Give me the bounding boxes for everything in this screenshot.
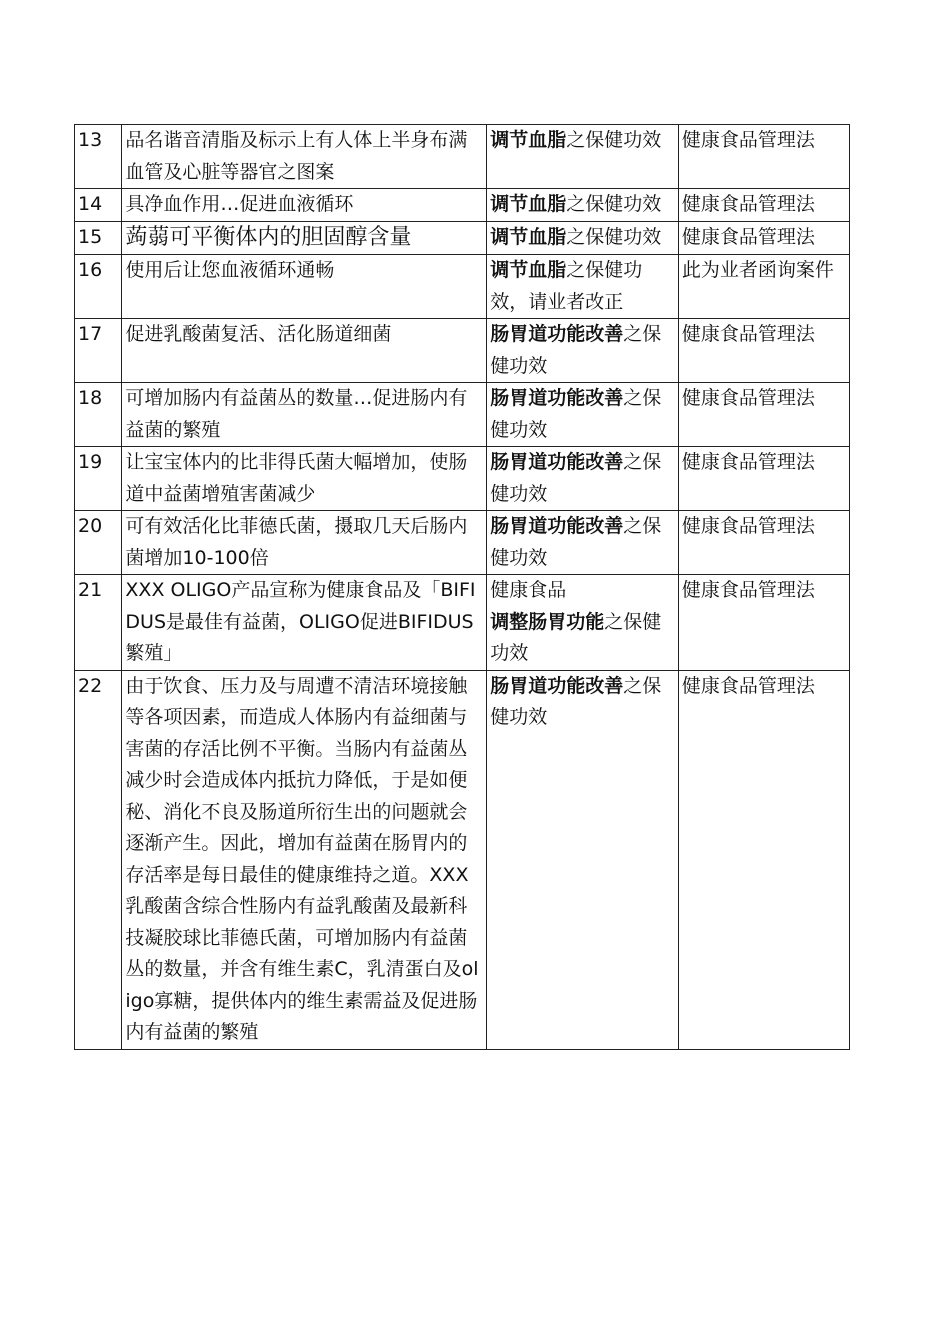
function-text: 之保健功效: [490, 610, 662, 664]
health-function: [487, 670, 679, 1049]
claim-text: 使用后让您血液循环通畅: [125, 259, 335, 281]
row-number-text: 21: [78, 579, 103, 601]
table-row: [75, 383, 850, 447]
law-text: 此为业者函询案件: [681, 259, 834, 281]
function-bold-text: 肠胃道功能改善: [490, 674, 624, 697]
health-function: [487, 575, 679, 671]
row-number-text: 18: [78, 387, 103, 409]
claim-description: [122, 670, 487, 1049]
function-bold-text: 调节血脂: [490, 129, 567, 151]
function-bold-text: 肠胃道功能改善: [490, 451, 624, 473]
health-function: [487, 189, 679, 222]
function-text: 之保健功效，请业者改正: [490, 259, 643, 313]
claim-description: [122, 221, 487, 255]
table-row: [75, 255, 850, 319]
claim-description: [122, 319, 487, 383]
row-number-text: 14: [78, 193, 103, 215]
function-text: 之保健功效: [566, 129, 662, 151]
health-function: [487, 319, 679, 383]
applicable-law: [678, 125, 849, 189]
row-number-text: 19: [78, 451, 103, 473]
table-row: [75, 319, 850, 383]
row-number-text: 20: [78, 515, 103, 537]
row-number-text: 13: [78, 129, 103, 151]
function-bold-text: 肠胃道功能改善: [490, 387, 624, 409]
row-number: [75, 511, 122, 575]
row-number-text: 22: [78, 674, 103, 697]
claim-text: 可有效活化比菲德氏菌，摄取几天后肠内菌增加10-100倍: [125, 515, 468, 569]
function-text: 之保健功效: [490, 387, 662, 441]
table-row: [75, 221, 850, 255]
row-number: [75, 670, 122, 1049]
table-row: [75, 511, 850, 575]
claim-description: [122, 575, 487, 671]
claim-description: [122, 511, 487, 575]
table-row: [75, 125, 850, 189]
row-number: [75, 447, 122, 511]
row-number: [75, 221, 122, 255]
function-bold-text: 调节血脂: [490, 259, 567, 281]
function-text: 之保健功效: [566, 193, 662, 215]
law-text: 健康食品管理法: [681, 515, 815, 537]
row-number: [75, 383, 122, 447]
claim-description: [122, 125, 487, 189]
applicable-law: [678, 189, 849, 222]
function-text: 之保健功效: [490, 323, 662, 377]
health-function: [487, 255, 679, 319]
law-text: 健康食品管理法: [681, 129, 815, 151]
health-function: [487, 125, 679, 189]
law-text: 健康食品管理法: [681, 451, 815, 473]
claim-text: 促进乳酸菌复活、活化肠道细菌: [125, 323, 392, 345]
applicable-law: [678, 447, 849, 511]
row-number: [75, 575, 122, 671]
claim-description: [122, 447, 487, 511]
applicable-law: [678, 221, 849, 255]
claim-text: 蒟蒻可平衡体内的胆固醇含量: [125, 224, 412, 250]
applicable-law: [678, 255, 849, 319]
row-number-text: 17: [78, 323, 103, 345]
row-number: [75, 319, 122, 383]
function-text: 之保健功效: [566, 225, 662, 248]
function-text: 之保健功效: [490, 674, 662, 728]
table-row: [75, 189, 850, 222]
claim-text: 让宝宝体内的比非得氏菌大幅增加，使肠道中益菌增殖害菌减少: [125, 451, 468, 505]
claim-text: 由于饮食、压力及与周遭不清洁环境接触等各项因素，而造成人体肠内有益细菌与害菌的存活比例不平衡。当肠内有益菌丛减少时会造成体内抵抗力降低，于是如便秘、消化不良及肠道所衍生出的问题就会逐渐产生。因此，增加有益菌在肠胃内的存活率是每日最佳的健康维持之道。XXX乳酸菌含综合性肠内有益乳酸菌及最新科技凝胶球比菲德氏菌，可增加肠内有益菌丛的数量，并含有维生素C，乳清蛋白及oligo寡糖，提供体内的维生素需益及促进肠内有益菌的繁殖: [125, 674, 479, 1043]
claim-text: 具净血作用…促进血液循环: [125, 193, 354, 215]
law-text: 健康食品管理法: [681, 387, 815, 409]
function-text: 之保健功效: [490, 515, 662, 569]
health-function: [487, 447, 679, 511]
function-prefix-text: 健康食品: [490, 579, 567, 601]
table-row: [75, 447, 850, 511]
row-number: [75, 189, 122, 222]
function-bold-text: 肠胃道功能改善: [490, 515, 624, 537]
function-text: 之保健功效: [490, 451, 662, 505]
health-function: [487, 383, 679, 447]
row-number: [75, 125, 122, 189]
law-text: 健康食品管理法: [681, 225, 815, 248]
law-text: 健康食品管理法: [681, 323, 815, 345]
table-row: [75, 575, 850, 671]
function-bold-text: 调节血脂: [490, 193, 567, 215]
function-bold-text: 调节血脂: [490, 225, 567, 248]
row-number: [75, 255, 122, 319]
regulation-table: [74, 124, 850, 1050]
law-text: 健康食品管理法: [681, 674, 815, 697]
claim-text: 品名谐音清脂及标示上有人体上半身布满血管及心脏等器官之图案: [125, 129, 468, 183]
law-text: 健康食品管理法: [681, 579, 815, 601]
claim-description: [122, 255, 487, 319]
row-number-text: 16: [78, 259, 103, 281]
law-text: 健康食品管理法: [681, 193, 815, 215]
claim-text: XXX OLIGO产品宣称为健康食品及「BIFIDUS是最佳有益菌，OLIGO促进BIFIDUS繁殖」: [125, 579, 476, 664]
row-number-text: 15: [78, 225, 103, 248]
table-row: [75, 670, 850, 1049]
claim-description: [122, 383, 487, 447]
applicable-law: [678, 670, 849, 1049]
applicable-law: [678, 319, 849, 383]
health-function: [487, 511, 679, 575]
function-bold-text: 调整肠胃功能: [490, 610, 605, 633]
applicable-law: [678, 383, 849, 447]
applicable-law: [678, 575, 849, 671]
health-function: [487, 221, 679, 255]
function-bold-text: 肠胃道功能改善: [490, 323, 624, 345]
claim-text: 可增加肠内有益菌丛的数量…促进肠内有益菌的繁殖: [125, 387, 468, 441]
claim-description: [122, 189, 487, 222]
applicable-law: [678, 511, 849, 575]
